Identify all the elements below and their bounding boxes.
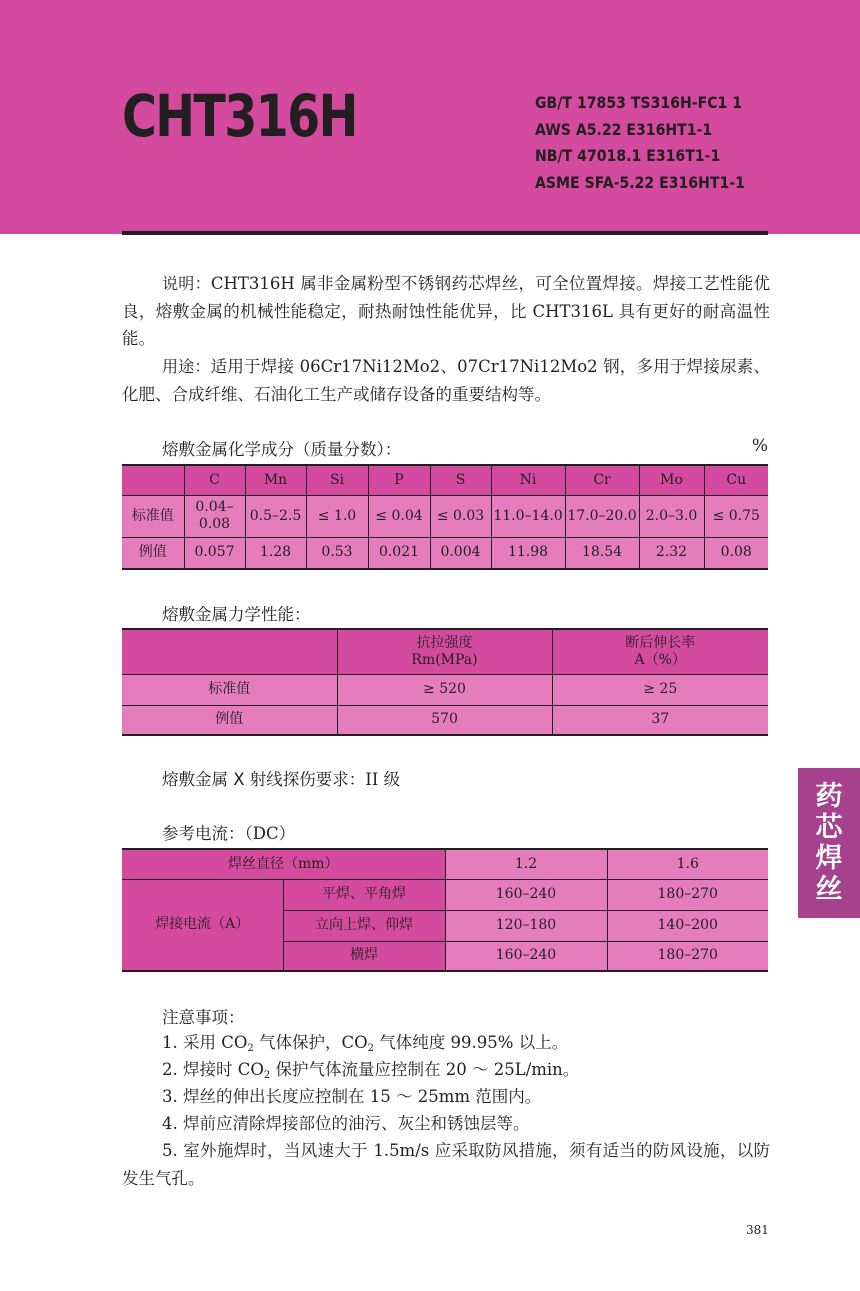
position-label: 横焊	[283, 941, 445, 971]
position-label: 立向上焊、仰焊	[283, 910, 445, 941]
current-type: （DC）	[244, 824, 296, 843]
table-header: Cr	[565, 465, 639, 495]
table-header: Mo	[639, 465, 704, 495]
current-title-line	[162, 820, 295, 844]
table-header: C	[184, 465, 245, 495]
notes-title: 注意事项：	[162, 1008, 245, 1027]
subscript: 2	[367, 1043, 375, 1054]
note-item: 4. 焊前应清除焊接部位的油污、灰尘和锈蚀层等。	[162, 1114, 530, 1133]
note-item	[162, 1029, 770, 1057]
table-row	[122, 879, 768, 910]
table-row	[122, 705, 768, 735]
table-cell: 0.04–0.08	[184, 495, 245, 537]
mechanical-table	[122, 628, 768, 736]
current-title: 参考电流：	[162, 824, 245, 843]
chemistry-title: 熔敷金属化学成分（质量分数）：	[162, 440, 402, 459]
current-table	[122, 848, 768, 972]
table-header: S	[430, 465, 491, 495]
table-cell: 180–270	[607, 879, 768, 910]
table-cell: 0.057	[184, 537, 245, 569]
diameter-value: 1.2	[445, 849, 607, 879]
row-label: 标准值	[122, 495, 184, 537]
note-text: 保护气体流量应控制在 20 ～ 25L/min。	[270, 1060, 580, 1079]
standard-nbt: NB/T 47018.1 E316T1-1	[535, 146, 721, 165]
usage-label: 用途：	[162, 357, 211, 376]
table-cell: 0.53	[306, 537, 368, 569]
table-cell: 140–200	[607, 910, 768, 941]
elongation-label: 断后伸长率	[625, 634, 696, 651]
table-header: Mn	[245, 465, 306, 495]
table-cell: 18.54	[565, 537, 639, 569]
note-item: 3. 焊丝的伸出长度应控制在 15 ～ 25mm 范围内。	[162, 1087, 542, 1106]
note-item: 5. 室外施焊时，当风速大于 1.5m/s 应采取防风措施，须有适当的防风设施，以防发生气孔。	[122, 1141, 770, 1188]
chemistry-unit: %	[751, 436, 768, 456]
side-tab-char: 焊	[815, 843, 843, 874]
table-row	[122, 537, 768, 569]
table-cell: 11.0–14.0	[491, 495, 565, 537]
table-cell: 570	[337, 705, 552, 735]
table-header: Cu	[704, 465, 768, 495]
table-cell	[122, 629, 337, 674]
table-cell: 180–270	[607, 941, 768, 971]
note-item	[162, 1056, 770, 1084]
page-number: 381	[746, 1223, 769, 1237]
note-text: 2. 焊接时 CO	[162, 1060, 264, 1079]
side-tab-char: 药	[815, 781, 843, 812]
table-cell: 0.08	[704, 537, 768, 569]
table-header: Ni	[491, 465, 565, 495]
description-paragraph	[122, 270, 770, 353]
table-cell: ≤ 0.04	[368, 495, 430, 537]
table-cell: 11.98	[491, 537, 565, 569]
elongation-unit: A（%）	[634, 651, 686, 668]
note-text: 气体纯度 99.95% 以上。	[374, 1033, 569, 1052]
mechanical-header-row	[122, 629, 768, 674]
diameter-label: 焊丝直径（mm）	[122, 849, 445, 879]
table-row	[122, 674, 768, 705]
table-cell: ≤ 0.03	[430, 495, 491, 537]
standards-list	[535, 90, 745, 196]
chemistry-table	[122, 464, 768, 570]
xray-label: 熔敷金属 X 射线探伤要求：	[162, 770, 366, 789]
side-tab-char: 芯	[815, 812, 843, 843]
current-header-row	[122, 849, 768, 879]
table-cell: 160–240	[445, 879, 607, 910]
table-cell: 160–240	[445, 941, 607, 971]
chemistry-header-row	[122, 465, 768, 495]
table-cell: ≤ 0.75	[704, 495, 768, 537]
subscript: 2	[263, 1070, 271, 1081]
table-cell: 37	[552, 705, 768, 735]
table-row	[122, 495, 768, 537]
table-cell: ≤ 1.0	[306, 495, 368, 537]
position-label: 平焊、平角焊	[283, 879, 445, 910]
description-label: 说明：	[162, 274, 211, 293]
table-cell: 120–180	[445, 910, 607, 941]
diameter-value: 1.6	[607, 849, 768, 879]
table-header: Si	[306, 465, 368, 495]
xray-requirement	[162, 766, 400, 790]
note-text: 气体保护，CO	[253, 1033, 368, 1052]
table-cell: ≥ 520	[337, 674, 552, 705]
table-cell	[122, 465, 184, 495]
subscript: 2	[247, 1043, 254, 1054]
standard-asme: ASME SFA-5.22 E316HT1-1	[535, 172, 745, 192]
table-cell: 2.0–3.0	[639, 495, 704, 537]
tensile-label: 抗拉强度	[416, 634, 473, 651]
table-header: P	[368, 465, 430, 495]
table-cell: 0.5–2.5	[245, 495, 306, 537]
table-cell: 0.021	[368, 537, 430, 569]
standard-gbt: GB/T 17853 TS316H-FC1 1	[535, 93, 743, 112]
row-label: 例值	[122, 537, 184, 569]
table-header	[552, 629, 768, 674]
header-rule	[122, 231, 768, 235]
usage-text: 适用于焊接 06Cr17Ni12Mo2、07Cr17Ni12Mo2 钢，多用于焊接尿素、化肥、合成纤维、石油化工生产或储存设备的重要结构等。	[122, 357, 770, 404]
table-cell: 0.004	[430, 537, 491, 569]
table-header	[337, 629, 552, 674]
product-title: CHT316H	[122, 82, 357, 150]
table-cell: ≥ 25	[552, 674, 768, 705]
usage-paragraph	[122, 353, 770, 408]
side-tab-char: 丝	[815, 874, 843, 905]
tensile-unit: Rm(MPa)	[411, 651, 478, 668]
table-cell: 1.28	[245, 537, 306, 569]
current-group-label: 焊接电流（A）	[122, 879, 283, 971]
table-cell: 2.32	[639, 537, 704, 569]
standard-aws: AWS A5.22 E316HT1-1	[535, 119, 713, 139]
mechanical-title: 熔敷金属力学性能：	[162, 605, 311, 624]
note-text: 1. 采用 CO	[162, 1033, 248, 1052]
side-tab	[798, 768, 860, 918]
row-label: 例值	[122, 705, 337, 735]
row-label: 标准值	[122, 674, 337, 705]
table-cell: 17.0–20.0	[565, 495, 639, 537]
description-text: CHT316H 属非金属粉型不锈钢药芯焊丝，可全位置焊接。焊接工艺性能优良，熔敷金属的机械性能稳定，耐热耐蚀性能优异，比 CHT316L 具有更好的耐高温性能。	[122, 274, 770, 348]
xray-value: II 级	[365, 770, 401, 789]
